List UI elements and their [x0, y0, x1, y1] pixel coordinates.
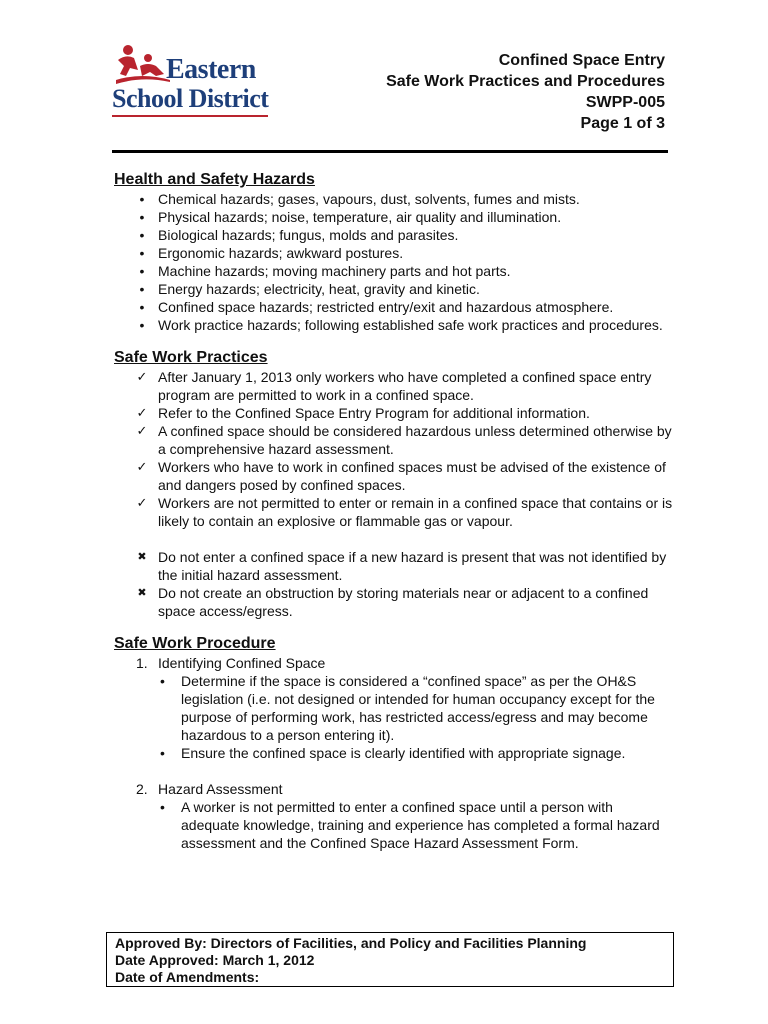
hazard-item — [114, 280, 674, 298]
procedure-heading: Safe Work Procedure — [114, 635, 276, 652]
list-item-text: Ensure the confined space is clearly identified with appropriate signage. — [181, 745, 626, 761]
list-item-text: Workers are not permitted to enter or remain in a confined space that contains or is likely to contain an explosive or flammable gas or vapour. — [158, 495, 673, 529]
hazard-item — [114, 316, 674, 334]
document-header — [386, 50, 665, 134]
procedure-section — [114, 634, 674, 852]
practice-do-item — [114, 458, 674, 494]
hazard-item — [114, 262, 674, 280]
step-sub-item — [158, 744, 674, 762]
header-divider — [112, 150, 668, 153]
hazard-item — [114, 190, 674, 208]
bullet-icon: • — [139, 209, 145, 225]
step-label: Hazard Assessment — [158, 781, 283, 797]
practice-do-item — [114, 422, 674, 458]
list-item-text: Chemical hazards; gases, vapours, dust, solvents, fumes and mists. — [158, 191, 580, 207]
document-subtitle: Safe Work Practices and Procedures — [386, 73, 665, 90]
approved-by: Approved By: Directors of Facilities, and Policy and Facilities Planning — [115, 935, 587, 951]
logo-text-eastern: Eastern — [166, 54, 256, 85]
bullet-icon: • — [139, 245, 145, 261]
list-item-text: Do not create an obstruction by storing materials near or adjacent to a confined space access/egress. — [158, 585, 649, 619]
bullet-icon: • — [139, 281, 145, 297]
document-body — [114, 170, 674, 862]
list-item-text: Refer to the Confined Space Entry Program for additional information. — [158, 405, 590, 421]
checkmark-icon: ✓ — [136, 369, 148, 384]
approval-box — [106, 932, 674, 987]
list-item-text: Energy hazards; electricity, heat, gravity and kinetic. — [158, 281, 480, 297]
list-item-text: Workers who have to work in confined spaces must be advised of the existence of and dangers posed by confined spaces. — [158, 459, 666, 493]
bullet-icon: • — [139, 317, 145, 333]
list-item-text: A confined space should be considered hazardous unless determined otherwise by a comprehensive hazard assessment. — [158, 423, 672, 457]
practices-donts-list — [114, 548, 674, 620]
practice-dont-item — [114, 548, 674, 584]
list-item-text: Biological hazards; fungus, molds and parasites. — [158, 227, 459, 243]
logo-text-school-district: School District — [112, 84, 269, 113]
list-item-text: Determine if the space is considered a “confined space” as per the OH&S legislation (i.e. not designed or intended for human occupancy except for the purpose of performing work, has restricted access/egress and may become hazardous to a person entering it). — [181, 673, 655, 743]
bullet-icon: • — [139, 191, 145, 207]
date-approved: Date Approved: March 1, 2012 — [115, 952, 315, 968]
list-item-text: Machine hazards; moving machinery parts and hot parts. — [158, 263, 511, 279]
cross-icon: ✖ — [137, 587, 147, 599]
checkmark-icon: ✓ — [136, 423, 148, 438]
bullet-icon: • — [160, 745, 165, 761]
bullet-icon: • — [139, 263, 145, 279]
practice-do-item — [114, 404, 674, 422]
practice-do-item — [114, 368, 674, 404]
hazard-item — [114, 244, 674, 262]
list-item-text: Do not enter a confined space if a new hazard is present that was not identified by the initial hazard assessment. — [158, 549, 667, 583]
hazards-list — [114, 190, 674, 334]
hazard-item — [114, 208, 674, 226]
logo-figures-icon — [112, 44, 172, 86]
practices-heading: Safe Work Practices — [114, 349, 268, 366]
hazard-item — [114, 298, 674, 316]
document-title: Confined Space Entry — [498, 52, 665, 69]
step-number: 1. — [136, 655, 148, 671]
list-item-text: Work practice hazards; following established safe work practices and procedures. — [158, 317, 663, 333]
step-sub-item — [158, 672, 674, 744]
checkmark-icon: ✓ — [136, 405, 148, 420]
procedure-step — [114, 780, 674, 852]
step-sub-list — [158, 798, 674, 852]
list-item-text: Physical hazards; noise, temperature, air quality and illumination. — [158, 209, 562, 225]
logo-underline — [112, 115, 268, 117]
cross-icon: ✖ — [137, 551, 147, 563]
list-item-text: A worker is not permitted to enter a confined space until a person with adequate knowledge, training and experience has completed a formal hazard assessment and the Confined Space Hazard Assessment Form. — [181, 799, 660, 851]
date-of-amendments: Date of Amendments: — [115, 969, 260, 985]
hazard-item — [114, 226, 674, 244]
practice-dont-item — [114, 584, 674, 620]
practices-dos-list — [114, 368, 674, 530]
step-label: Identifying Confined Space — [158, 655, 326, 671]
bullet-icon: • — [160, 799, 165, 815]
procedure-step — [114, 654, 674, 762]
step-sub-list — [158, 672, 674, 762]
step-number: 2. — [136, 781, 148, 797]
bullet-icon: • — [139, 299, 145, 315]
school-district-logo — [112, 44, 282, 120]
procedure-steps-list — [114, 654, 674, 852]
hazards-heading: Health and Safety Hazards — [114, 171, 315, 188]
list-item-text: Ergonomic hazards; awkward postures. — [158, 245, 404, 261]
bullet-icon: • — [160, 673, 165, 689]
hazards-section — [114, 170, 674, 334]
step-sub-item — [158, 798, 674, 852]
page-indicator: Page 1 of 3 — [580, 115, 665, 132]
list-item-text: Confined space hazards; restricted entry/exit and hazardous atmosphere. — [158, 299, 614, 315]
bullet-icon: • — [139, 227, 145, 243]
document-code: SWPP-005 — [585, 94, 665, 111]
checkmark-icon: ✓ — [136, 459, 148, 474]
checkmark-icon: ✓ — [136, 495, 148, 510]
practice-do-item — [114, 494, 674, 530]
practices-section — [114, 348, 674, 620]
list-item-text: After January 1, 2013 only workers who have completed a confined space entry program are permitted to work in a confined space. — [158, 369, 652, 403]
